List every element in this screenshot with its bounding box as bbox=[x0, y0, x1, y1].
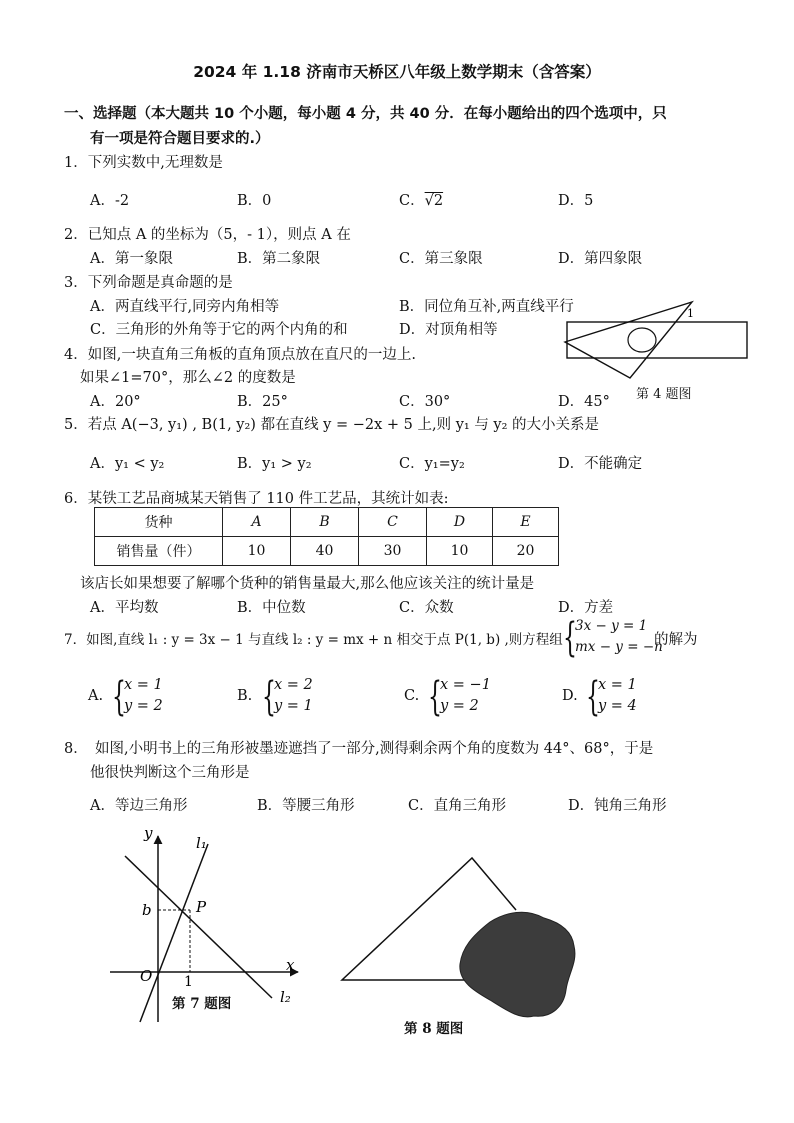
fig4-ruler bbox=[567, 322, 747, 358]
q3-option-d: D．对顶角相等 bbox=[399, 322, 498, 338]
table-header-cell: 货种 bbox=[95, 508, 223, 537]
table-header-cell: A bbox=[223, 508, 291, 537]
q6-option-b: B．中位数 bbox=[237, 600, 306, 616]
section-header-line2: 有一项是符合题目要求的.） bbox=[90, 131, 270, 147]
q4-option-a: A．20° bbox=[90, 394, 141, 410]
q1-stem: 1．下列实数中,无理数是 bbox=[64, 155, 223, 171]
q6-stem-line2: 该店长如果想要了解哪个货种的销售量最大,那么他应该关注的统计量是 bbox=[80, 576, 535, 592]
q7-option-d-y: y = 4 bbox=[598, 698, 637, 714]
q7-option-b-label: B. bbox=[237, 688, 253, 704]
q3-option-c: C．三角形的外角等于它的两个内角的和 bbox=[90, 322, 348, 338]
q7-option-c-x: x = −1 bbox=[440, 677, 491, 693]
q5-stem: 5．若点 A(−3, y₁) , B(1, y₂) 都在直线 y = −2x + 5 上,则 y₁ 与 y₂ 的大小关系是 bbox=[64, 417, 600, 433]
table-header-cell: D bbox=[427, 508, 493, 537]
fig4-ruler-triangle bbox=[560, 300, 760, 390]
fig7-p-label: P bbox=[196, 898, 207, 916]
table-header-cell: E bbox=[493, 508, 559, 537]
q7-option-c-y: y = 2 bbox=[440, 698, 479, 714]
fig4-angle-1: 1 bbox=[687, 307, 694, 320]
q7-stem: 7．如图,直线 l₁ : y = 3x − 1 与直线 l₂ : y = mx + n 相交于点 P(1, b) ,则方程组 bbox=[64, 632, 563, 648]
q6-option-c: C．众数 bbox=[399, 600, 454, 616]
q4-stem-line2: 如果∠1=70°，那么∠2 的度数是 bbox=[80, 370, 296, 386]
q1-option-a: A．-2 bbox=[90, 193, 130, 209]
q7-option-a-x: x = 1 bbox=[124, 677, 163, 693]
q6-option-a: A．平均数 bbox=[90, 600, 159, 616]
q7-option-a-label: A. bbox=[88, 688, 104, 704]
q1-option-c-sqrt: √2 bbox=[424, 193, 444, 209]
fig7-y-label: y bbox=[144, 824, 153, 842]
fig7-l1-label: l₁ bbox=[196, 834, 207, 852]
fig7-x-label: x bbox=[286, 956, 295, 974]
q2-stem: 2．已知点 A 的坐标为（5，- 1），则点 A 在 bbox=[64, 227, 351, 243]
q4-stem-line1: 4．如图,一块直角三角板的直角顶点放在直尺的一边上. bbox=[64, 347, 416, 363]
q8-stem-line1: 8． 如图,小明书上的三角形被墨迹遮挡了一部分,测得剩余两个角的度数为 44°、68°，于是 bbox=[64, 741, 654, 757]
q1-option-d: D．5 bbox=[558, 193, 594, 209]
q1-option-c-prefix: C． bbox=[399, 193, 425, 209]
q5-option-a: A．y₁ < y₂ bbox=[90, 456, 165, 472]
q6-option-d: D．方差 bbox=[558, 600, 614, 616]
q5-option-c: C．y₁=y₂ bbox=[399, 456, 465, 472]
table-cell: 40 bbox=[291, 537, 359, 566]
fig7-origin-label: O bbox=[140, 967, 153, 985]
q8-option-a: A．等边三角形 bbox=[90, 798, 188, 814]
q7-option-c-label: C. bbox=[404, 688, 420, 704]
q7-option-d-x: x = 1 bbox=[598, 677, 637, 693]
table-cell: 10 bbox=[427, 537, 493, 566]
q5-option-b: B．y₁ > y₂ bbox=[237, 456, 312, 472]
fig7-tick-1: 1 bbox=[184, 974, 193, 990]
q7-system-eq2: mx − y = −n bbox=[575, 639, 663, 655]
page-title: 2024 年 1.18 济南市天桥区八年级上数学期末（含答案） bbox=[193, 63, 601, 81]
q5-option-d: D．不能确定 bbox=[558, 456, 643, 472]
fig7-caption: 第 7 题图 bbox=[172, 996, 232, 1012]
fig4-triangle-hole bbox=[628, 328, 656, 352]
fig7-b-label: b bbox=[142, 901, 152, 919]
table-header-cell: C bbox=[359, 508, 427, 537]
table-cell: 20 bbox=[493, 537, 559, 566]
q4-option-c: C．30° bbox=[399, 394, 451, 410]
q2-option-a: A．第一象限 bbox=[90, 251, 173, 267]
fig7-l2-label: l₂ bbox=[280, 988, 291, 1006]
q8-stem-line2: 他很快判断这个三角形是 bbox=[90, 765, 250, 781]
fig4-caption: 第 4 题图 bbox=[636, 387, 692, 402]
table-cell: 销售量（件） bbox=[95, 537, 223, 566]
table-header-cell: B bbox=[291, 508, 359, 537]
q7-option-b-y: y = 1 bbox=[274, 698, 313, 714]
table-cell: 30 bbox=[359, 537, 427, 566]
table-cell: 10 bbox=[223, 537, 291, 566]
q3-stem: 3．下列命题是真命题的是 bbox=[64, 275, 233, 291]
section-header-line1: 一、选择题（本大题共 10 个小题，每小题 4 分，共 40 分．在每小题给出的四个选项中，只 bbox=[64, 106, 667, 122]
q1-option-b: B．0 bbox=[237, 193, 272, 209]
q1-option-c bbox=[399, 189, 443, 210]
q7-option-b-x: x = 2 bbox=[274, 677, 313, 693]
q2-option-b: B．第二象限 bbox=[237, 251, 321, 267]
q3-option-b: B．同位角互补,两直线平行 bbox=[399, 299, 574, 315]
fig8-ink-blot bbox=[460, 912, 575, 1017]
q8-option-c: C．直角三角形 bbox=[408, 798, 507, 814]
fig8-caption: 第 8 题图 bbox=[404, 1021, 464, 1037]
q6-stem: 6．某铁工艺品商城某天销售了 110 件工艺品，其统计如表: bbox=[64, 491, 449, 507]
sales-table bbox=[94, 507, 559, 566]
q3-option-a: A．两直线平行,同旁内角相等 bbox=[90, 299, 280, 315]
sales-table-data-row bbox=[95, 537, 559, 566]
q4-option-b: B．25° bbox=[237, 394, 288, 410]
q7-option-d-label: D. bbox=[562, 688, 578, 704]
q2-option-c: C．第三象限 bbox=[399, 251, 483, 267]
q2-option-d: D．第四象限 bbox=[558, 251, 643, 267]
q8-option-b: B．等腰三角形 bbox=[257, 798, 355, 814]
q7-stem-end: 的解为 bbox=[654, 632, 698, 648]
q7-option-a-y: y = 2 bbox=[124, 698, 163, 714]
sales-table-header-row bbox=[95, 508, 559, 537]
q7-system-eq1: 3x − y = 1 bbox=[575, 618, 648, 634]
q4-option-d: D．45° bbox=[558, 394, 610, 410]
q8-option-d: D．钝角三角形 bbox=[568, 798, 667, 814]
